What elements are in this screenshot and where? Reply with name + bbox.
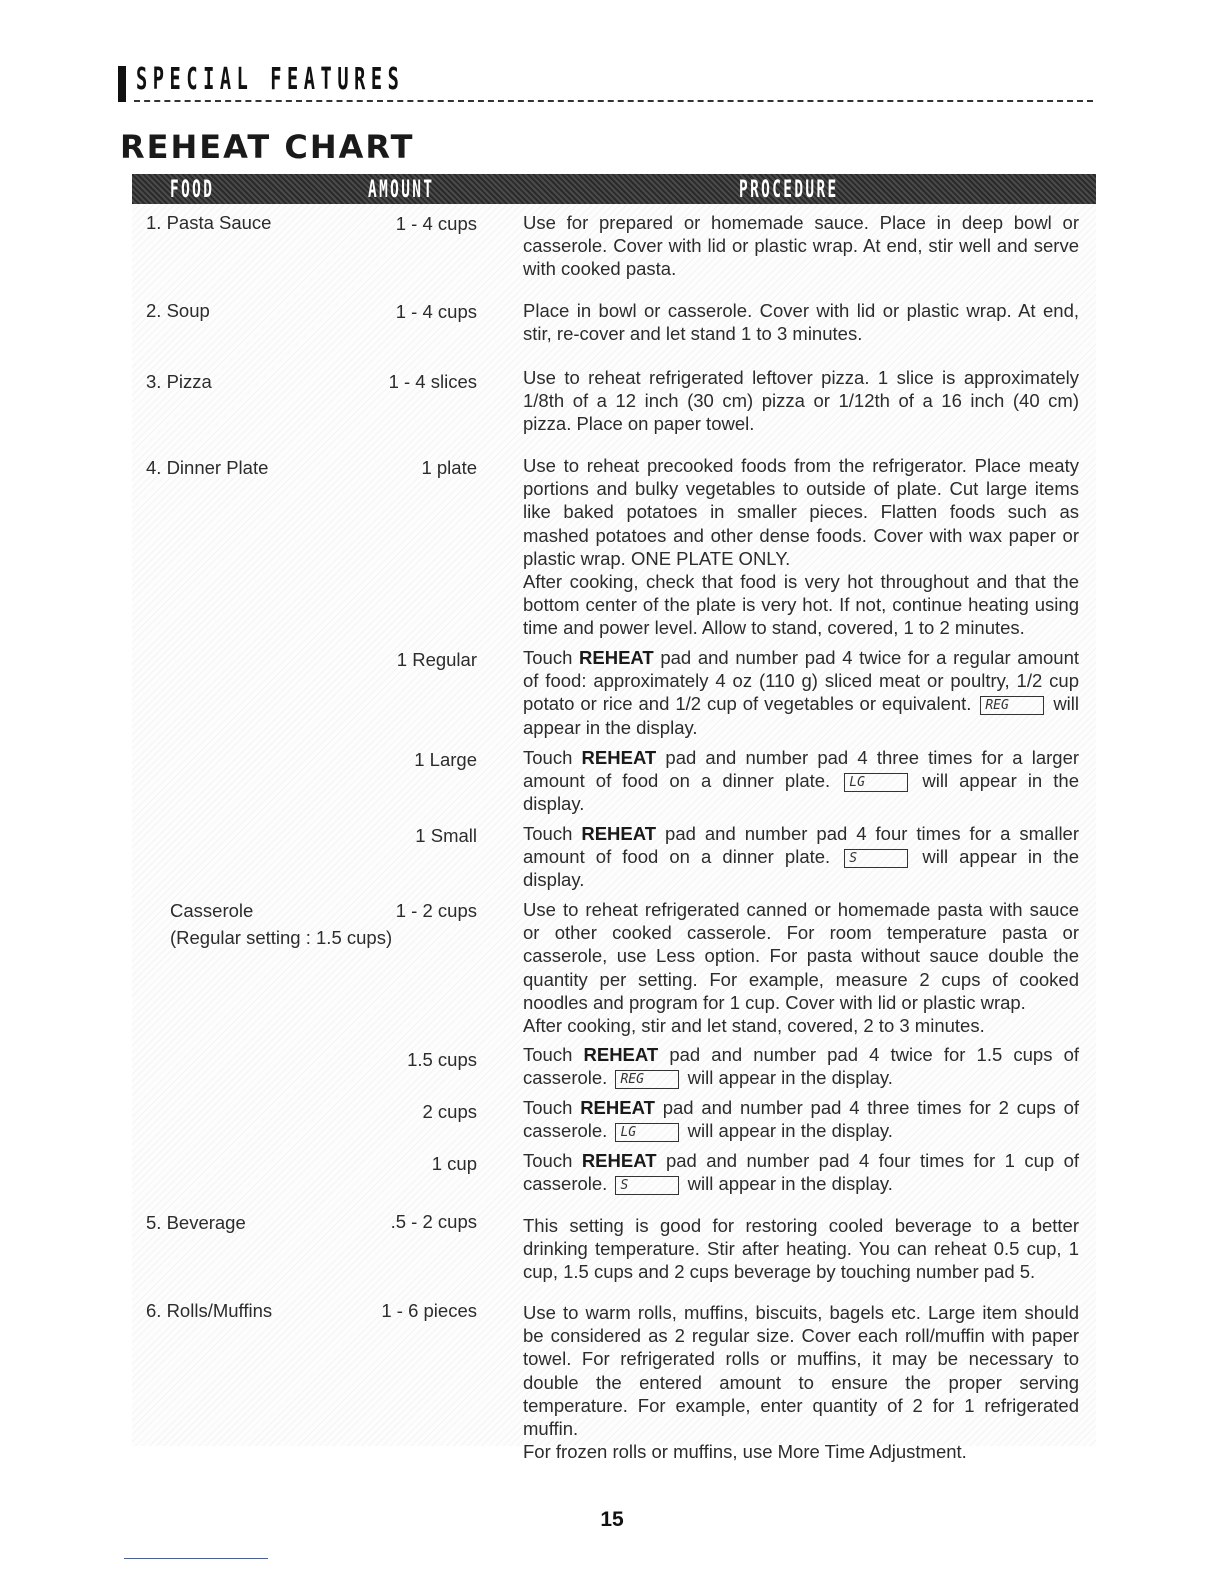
- display-readout: REG: [615, 1070, 679, 1089]
- procedure-text: pad and number pad 4 three times for 2 cups of casserole.: [523, 1097, 1080, 1142]
- procedure-pizza: Use to reheat refrigerated leftover pizza. 1 slice is approximately 1/8th of a 12 inch (30 cm) pizza or 1/12th of a 16 inch (40 cm) pizza. Place on paper towel.: [523, 367, 1079, 435]
- header-procedure: PROCEDURE: [739, 175, 839, 203]
- reheat-pad-label: REHEAT: [581, 1150, 657, 1171]
- table-header: [132, 174, 1096, 204]
- procedure-text: will appear in the display.: [523, 693, 1080, 738]
- reheat-pad-label: REHEAT: [581, 747, 657, 768]
- section-title: SPECIAL FEATURES: [136, 62, 405, 97]
- procedure-casserole-1: [523, 1149, 1079, 1195]
- procedure-casserole: [523, 898, 1079, 1037]
- procedure-beverage: This setting is good for restoring cooled beverage to a better drinking temperature. Stir after heating. You can reheat 0.5 cup, 1 cup, 1.5 cups and 2 cups beverage by touching number pad 5.: [523, 1215, 1079, 1283]
- procedure-text: Touch: [523, 647, 573, 668]
- procedure-casserole-1-5: [523, 1043, 1079, 1089]
- food-rolls-muffins: 6. Rolls/Muffins: [146, 1300, 273, 1321]
- section-title-underline: [134, 100, 464, 102]
- amount-dinner-large: 1 Large: [414, 749, 477, 770]
- section-header: [118, 62, 1093, 106]
- procedure-dinner-large: [523, 746, 1079, 816]
- display-readout: S: [844, 849, 908, 868]
- display-readout: LG: [844, 773, 908, 792]
- procedure-text: Touch: [523, 747, 573, 768]
- amount-pizza: 1 - 4 slices: [388, 371, 477, 392]
- procedure-rolls-muffins-frozen: For frozen rolls or muffins, use More Time Adjustment.: [523, 1441, 967, 1463]
- procedure-dinner-plate-text: Use to reheat precooked foods from the refrigerator. Place meaty portions and bulky vegetables to outside of plate. Cut large items like baked potatoes in smaller pieces. Flatten foods such as mashed potatoes and other dense foods. Cover with wax paper or plastic wrap. ONE PLATE ONLY.: [523, 455, 1079, 569]
- header-food: FOOD: [170, 175, 215, 203]
- amount-soup: 1 - 4 cups: [395, 301, 477, 322]
- section-dashed-rule: [458, 100, 1093, 102]
- page-number: 15: [600, 1508, 624, 1531]
- header-amount: AMOUNT: [368, 175, 435, 203]
- food-pasta-sauce: 1. Pasta Sauce: [146, 212, 272, 233]
- amount-casserole: 1 - 2 cups: [395, 900, 477, 921]
- procedure-text: will appear in the display.: [523, 846, 1080, 891]
- procedure-text: Touch: [523, 823, 573, 844]
- amount-casserole-2: 2 cups: [422, 1101, 477, 1122]
- procedure-rolls-muffins-text: Use to warm rolls, muffins, biscuits, bagels etc. Large item should be considered as 2 regular size. Cover each roll/muffin with paper towel. For refrigerated rolls or muffins, it may be necessary to double the entered amount to ensure the proper serving temperature. For example, enter quantity of 2 for 1 refrigerated muffin.: [523, 1302, 1079, 1440]
- amount-dinner-regular: 1 Regular: [396, 649, 477, 670]
- procedure-text: will appear in the display.: [687, 1067, 893, 1089]
- reheat-pad-label: REHEAT: [580, 1097, 655, 1118]
- procedure-text: will appear in the display.: [523, 770, 1080, 815]
- procedure-pasta-sauce: Use for prepared or homemade sauce. Place in deep bowl or casserole. Cover with lid or plastic wrap. At end, stir well and serve with cooked pasta.: [523, 212, 1079, 280]
- reheat-pad-label: REHEAT: [581, 823, 657, 844]
- procedure-text: pad and number pad 4 twice for a regular amount of food: approximately 4 oz (110 g) sliced meat or poultry, 1/2 cup potato or rice and 1/2 cup of vegetables or equivalent.: [523, 647, 1079, 715]
- procedure-casserole-after: After cooking, stir and let stand, covered, 2 to 3 minutes.: [523, 1015, 985, 1037]
- amount-dinner-small: 1 Small: [415, 825, 477, 846]
- amount-pasta-sauce: 1 - 4 cups: [395, 213, 477, 234]
- procedure-dinner-plate-after: After cooking, check that food is very hot throughout and that the bottom center of the plate is very hot. If not, continue heating using time and power level. Allow to stand, covered, 1 to 2 minutes.: [523, 571, 1079, 639]
- food-dinner-plate: 4. Dinner Plate: [146, 457, 269, 478]
- procedure-text: Touch: [523, 1097, 573, 1118]
- display-readout: S: [615, 1176, 679, 1195]
- section-marker-bar: [118, 66, 126, 102]
- procedure-soup: Place in bowl or casserole. Cover with lid or plastic wrap. At end, stir, re-cover and let stand 1 to 3 minutes.: [523, 300, 1079, 345]
- food-casserole: Casserole: [170, 900, 254, 921]
- amount-rolls-muffins: 1 - 6 pieces: [381, 1300, 477, 1321]
- chart-title: REHEAT CHART: [120, 128, 415, 166]
- food-pizza: 3. Pizza: [146, 371, 212, 392]
- display-readout: LG: [615, 1123, 679, 1142]
- food-casserole-note: (Regular setting : 1.5 cups): [170, 927, 393, 948]
- footer-rule: [124, 1558, 268, 1559]
- procedure-dinner-small: [523, 822, 1079, 892]
- procedure-text: Touch: [523, 1150, 573, 1171]
- procedure-text: pad and number pad 4 three times for a larger amount of food on a dinner plate.: [523, 747, 1080, 792]
- food-beverage: 5. Beverage: [146, 1212, 246, 1233]
- food-soup: 2. Soup: [146, 300, 210, 321]
- display-readout: REG: [980, 696, 1044, 715]
- procedure-rolls-muffins: [523, 1301, 1079, 1463]
- procedure-text: will appear in the display.: [687, 1173, 893, 1195]
- procedure-casserole-text: Use to reheat refrigerated canned or homemade pasta with sauce or other cooked casserole. For room temperature pasta or casserole, use Less option. For pasta without sauce double the quantity per setting. For example, measure 2 cups of cooked noodles and program for 1 cup. Cover with lid or plastic wrap.: [523, 899, 1079, 1013]
- procedure-dinner-plate: [523, 454, 1079, 640]
- amount-beverage: .5 - 2 cups: [390, 1211, 477, 1232]
- amount-dinner-plate: 1 plate: [421, 457, 477, 478]
- reheat-pad-label: REHEAT: [579, 647, 654, 668]
- procedure-dinner-regular: [523, 646, 1079, 739]
- amount-casserole-1-5: 1.5 cups: [407, 1049, 477, 1070]
- procedure-text: will appear in the display.: [687, 1120, 893, 1142]
- amount-casserole-1: 1 cup: [431, 1153, 477, 1174]
- reheat-pad-label: REHEAT: [583, 1044, 659, 1065]
- procedure-text: pad and number pad 4 twice for 1.5 cups of casserole.: [523, 1044, 1079, 1089]
- procedure-text: Touch: [523, 1044, 573, 1065]
- procedure-casserole-2: [523, 1096, 1079, 1142]
- procedure-text: pad and number pad 4 four times for 1 cup of casserole.: [523, 1150, 1080, 1195]
- procedure-text: pad and number pad 4 four times for a smaller amount of food on a dinner plate.: [523, 823, 1080, 868]
